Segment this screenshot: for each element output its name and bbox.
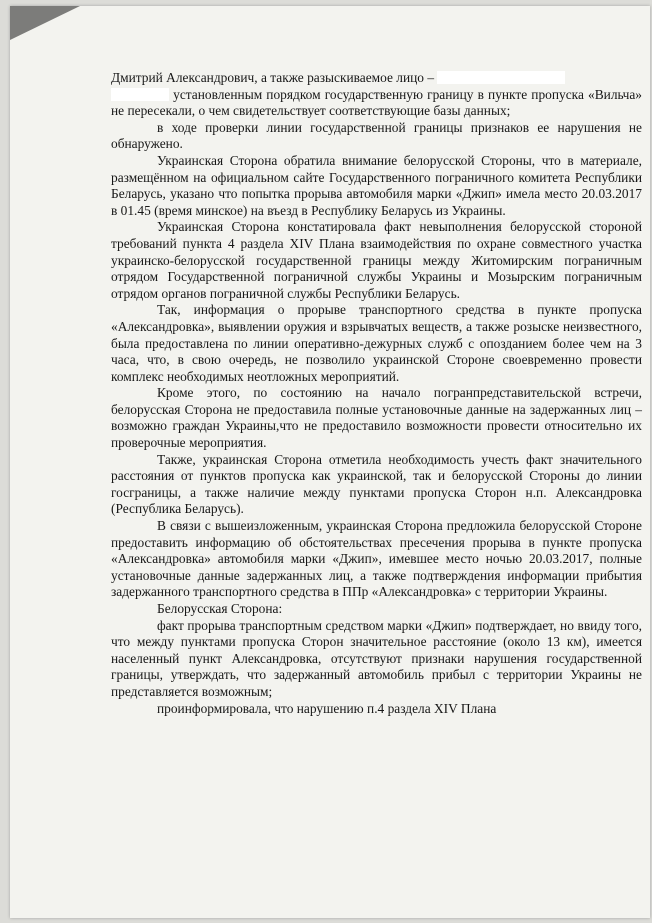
paragraph: В связи с вышеизложенным, украинская Сторона предложила белорусской Стороне предоставить информацию об обстоятельствах пресечения прорыва в пункте пропуска «Александровка» автомобиля марки «Джип», имевшее место ночью 20.03.2017, полные установочные данные задержанных лиц, а также подтверждения информации прибытия задержанного транспортного средства в ППр «Александровка» с территории Украины. xyxy=(111,518,642,600)
paragraph: проинформировала, что нарушению п.4 раздела XIV Плана xyxy=(157,700,497,716)
redacted-name xyxy=(111,88,169,101)
paragraph: Так, информация о прорыве транспортного средства в пункте пропуска «Александровка», выявлении оружия и взрывчатых веществ, а также розыске неизвестного, была предоставлена по линии оперативно-дежурных служб с опозданием более чем на 3 часа, что, в свою очередь, не позволило украинской Стороне своевременно провести комплекс необходимых неотложных мероприятий. xyxy=(111,302,642,384)
folded-corner xyxy=(10,6,80,40)
paragraph: Украинская Сторона констатировала факт невыполнения белорусской стороной требований пункта 4 раздела XIV Плана взаимодействия по охране совместного участка украинско-белорусской государственной границы между Житомирским пограничным отрядом Государственной пограничной службы Украины и Мозырским пограничным отрядом органов пограничной службы Республики Беларусь. xyxy=(111,219,642,301)
document-body xyxy=(111,70,642,717)
paragraph: Украинская Сторона обратила внимание белорусской Стороны, что в материале, размещённом на официальном сайте Государственного пограничного комитета Республики Беларусь, указано что попытка прорыва автомобиля марки «Джип» имела место 20.03.2017 в 01.45 (время минское) на въезд в Республику Беларусь из Украины. xyxy=(111,152,642,218)
paragraph xyxy=(111,70,642,120)
paragraph: в ходе проверки линии государственной границы признаков ее нарушения не обнаружено. xyxy=(111,119,642,152)
redacted-name xyxy=(437,71,565,84)
paragraph: Кроме этого, по состоянию на начало погранпредставительской встречи, белорусская Сторона не предоставила полные установочные данные на задержанных лиц – возможно граждан Украины,что не предоставило возможности провести относительно их проверочные мероприятия. xyxy=(111,385,642,451)
document-page xyxy=(10,6,650,918)
paragraph: Также, украинская Сторона отметила необходимость учесть факт значительного расстояния от пунктов пропуска как украинской, так и белорусской Стороны до линии госграницы, а также наличие между пунктами пропуска Сторон н.п. Александровка (Республика Беларусь). xyxy=(111,451,642,517)
paragraph: Белорусская Сторона: xyxy=(157,601,283,616)
paragraph-text: Дмитрий Александрович, а также разыскиваемое лицо – xyxy=(111,70,438,85)
paragraph: факт прорыва транспортным средством марки «Джип» подтверждает, но ввиду того, что между пунктами пропуска Сторон значительное расстояние (около 13 км), имеется населенный пункт Александровка, отсутствуют признаки нарушения государственной границы, утверждать, что задержанный автомобиль прибыл с территории Украины не представляется возможным; xyxy=(111,617,642,699)
paragraph-text: установленным порядком государственную границу в пункте пропуска «Вильча» не пересекали, о чем свидетельствует соответствующие базы данных; xyxy=(111,86,642,119)
